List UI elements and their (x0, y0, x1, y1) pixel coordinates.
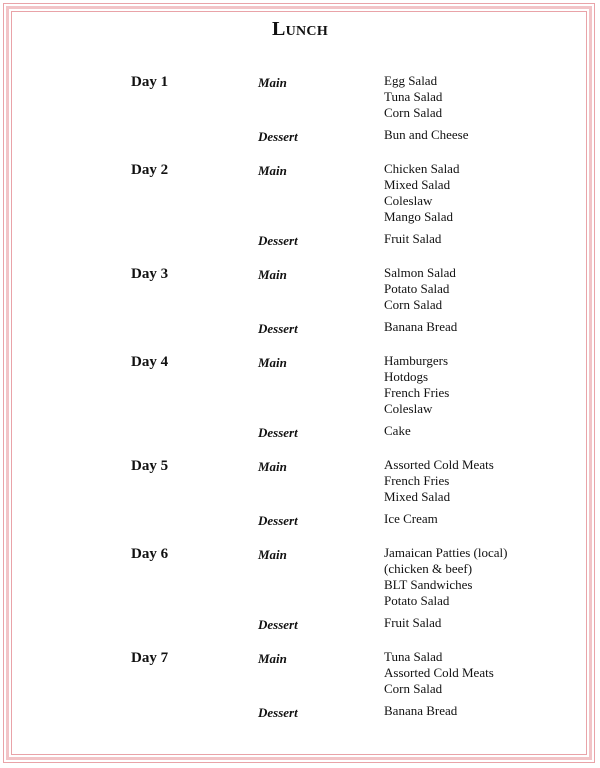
day-block (131, 545, 531, 633)
day-block (131, 353, 531, 441)
day-label-spacer (131, 703, 258, 704)
menu-item: Corn Salad (384, 297, 443, 312)
day-block (131, 457, 531, 529)
main-items (384, 161, 459, 225)
day-label: Day 3 (131, 266, 169, 282)
main-items (384, 545, 507, 609)
dessert-label: Dessert (258, 513, 298, 528)
menu-item: Fruit Salad (384, 615, 442, 630)
menu-item: Banana Bread (384, 703, 458, 718)
day-label: Day 1 (131, 74, 169, 90)
day-label-spacer (131, 423, 258, 424)
day-label: Day 7 (131, 650, 169, 666)
day-label: Day 6 (131, 546, 169, 562)
main-course-row (131, 457, 531, 505)
main-label: Main (258, 267, 287, 282)
main-label: Main (258, 75, 287, 90)
day-block (131, 73, 531, 145)
dessert-row (131, 615, 531, 633)
dessert-label: Dessert (258, 425, 298, 440)
menu-item: Hotdogs (384, 369, 429, 384)
dessert-row (131, 423, 531, 441)
menu-item: Coleslaw (384, 193, 433, 208)
main-label: Main (258, 547, 287, 562)
main-course-row (131, 353, 531, 417)
dessert-items (384, 615, 441, 631)
main-items (384, 265, 456, 313)
menu-item: Salmon Salad (384, 265, 456, 280)
menu-item: French Fries (384, 385, 450, 400)
main-course-row (131, 73, 531, 121)
main-course-row (131, 265, 531, 313)
day-label-spacer (131, 127, 258, 128)
day-block (131, 649, 531, 721)
main-course-row (131, 545, 531, 609)
main-items (384, 457, 494, 505)
dessert-items (384, 511, 438, 527)
dessert-items (384, 127, 468, 143)
day-label-spacer (131, 319, 258, 320)
menu-item: Mixed Salad (384, 489, 451, 504)
menu-item: Mixed Salad (384, 177, 451, 192)
page-title: Lunch (271, 18, 329, 40)
main-label: Main (258, 651, 287, 666)
main-items (384, 73, 442, 121)
day-label: Day 4 (131, 354, 169, 370)
menu-item: Tuna Salad (384, 649, 443, 664)
dessert-label: Dessert (258, 705, 298, 720)
main-course-row (131, 161, 531, 225)
day-block (131, 161, 531, 249)
dessert-row (131, 319, 531, 337)
menu-item: Egg Salad (384, 73, 438, 88)
dessert-items (384, 231, 441, 247)
main-label: Main (258, 355, 287, 370)
dessert-row (131, 511, 531, 529)
dessert-label: Dessert (258, 617, 298, 632)
menu-item: Banana Bread (384, 319, 458, 334)
dessert-row (131, 703, 531, 721)
main-course-row (131, 649, 531, 697)
menu-item: Corn Salad (384, 105, 443, 120)
menu-item: Hamburgers (384, 353, 449, 368)
main-items (384, 353, 449, 417)
menu-item: (chicken & beef) (384, 561, 473, 576)
day-label-spacer (131, 511, 258, 512)
menu-item: Cake (384, 423, 411, 438)
dessert-label: Dessert (258, 129, 298, 144)
menu-item: Potato Salad (384, 281, 450, 296)
dessert-label: Dessert (258, 233, 298, 248)
dessert-items (384, 423, 411, 439)
day-label: Day 2 (131, 162, 169, 178)
menu-item: Ice Cream (384, 511, 438, 526)
lunch-menu (131, 73, 531, 737)
dessert-label: Dessert (258, 321, 298, 336)
day-label-spacer (131, 615, 258, 616)
menu-item: Jamaican Patties (local) (384, 545, 508, 560)
dessert-items (384, 319, 457, 335)
menu-item: Mango Salad (384, 209, 453, 224)
main-label: Main (258, 163, 287, 178)
menu-item: Fruit Salad (384, 231, 442, 246)
menu-item: BLT Sandwiches (384, 577, 473, 592)
main-items (384, 649, 494, 697)
menu-item: Assorted Cold Meats (384, 457, 494, 472)
main-label: Main (258, 459, 287, 474)
menu-item: Corn Salad (384, 681, 443, 696)
day-block (131, 265, 531, 337)
menu-item: Tuna Salad (384, 89, 443, 104)
menu-item: Bun and Cheese (384, 127, 469, 142)
menu-item: Chicken Salad (384, 161, 460, 176)
dessert-row (131, 127, 531, 145)
menu-item: Coleslaw (384, 401, 433, 416)
menu-item: Assorted Cold Meats (384, 665, 494, 680)
menu-item: French Fries (384, 473, 450, 488)
day-label: Day 5 (131, 458, 169, 474)
dessert-items (384, 703, 457, 719)
dessert-row (131, 231, 531, 249)
menu-item: Potato Salad (384, 593, 450, 608)
day-label-spacer (131, 231, 258, 232)
